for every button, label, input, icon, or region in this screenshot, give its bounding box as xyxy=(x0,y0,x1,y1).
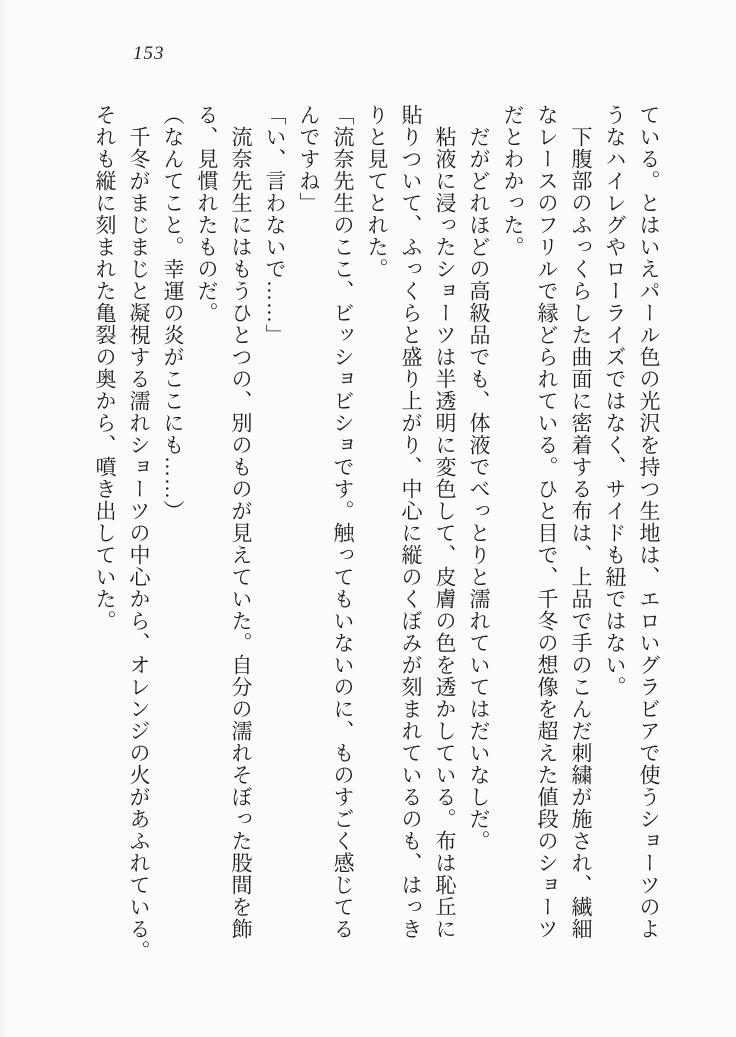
text-line: だがどれほどの高級品でも、体液でべっとりと濡れていてはだいなしだ。 xyxy=(467,104,491,852)
text-line: んですね」 xyxy=(297,104,321,214)
page-number: 153 xyxy=(133,43,165,64)
text-line: （なんてこと。幸運の炎がここにも……） xyxy=(161,104,185,522)
text-line: 流奈先生にはもうひとつの、別のものが見えていた。自分の濡れそぼった股間を飾 xyxy=(229,104,253,940)
text-line: りと見てとれた。 xyxy=(365,104,389,280)
text-line: うなハイレグやローライズではなく、サイドも紐ではない。 xyxy=(603,104,627,698)
text-line: 千冬がまじまじと凝視する濡れショーツの中心から、オレンジの火があふれている。 xyxy=(127,104,151,962)
text-line: だとわかった。 xyxy=(501,104,525,258)
text-line: 粘液に浸ったショーツは半透明に変色して、皮膚の色を透かしている。布は恥丘に xyxy=(433,104,457,940)
text-line: 「流奈先生のここ、ビッショビショです。触ってもいないのに、ものすごく感じてる xyxy=(331,104,355,940)
text-line: なレースのフリルで縁どられている。ひと目で、千冬の想像を超えた値段のショーツ xyxy=(535,104,559,940)
text-line: 貼りついて、ふっくらと盛り上がり、中心に縦のくぼみが刻まれているのも、はっき xyxy=(399,104,423,940)
text-line: それも縦に刻まれた亀裂の奥から、噴き出していた。 xyxy=(93,104,117,632)
text-line: る、見慣れたものだ。 xyxy=(195,104,219,324)
text-line: 下腹部のふっくらした曲面に密着する布は、上品で手のこんだ刺繍が施され、繊細 xyxy=(569,104,593,940)
body-text xyxy=(86,104,666,962)
text-line: ている。とはいえパール色の光沢を持つ生地は、エロいグラビアで使うショーツのよ xyxy=(637,104,661,940)
text-line: 「い、言わないで……」 xyxy=(263,104,287,346)
